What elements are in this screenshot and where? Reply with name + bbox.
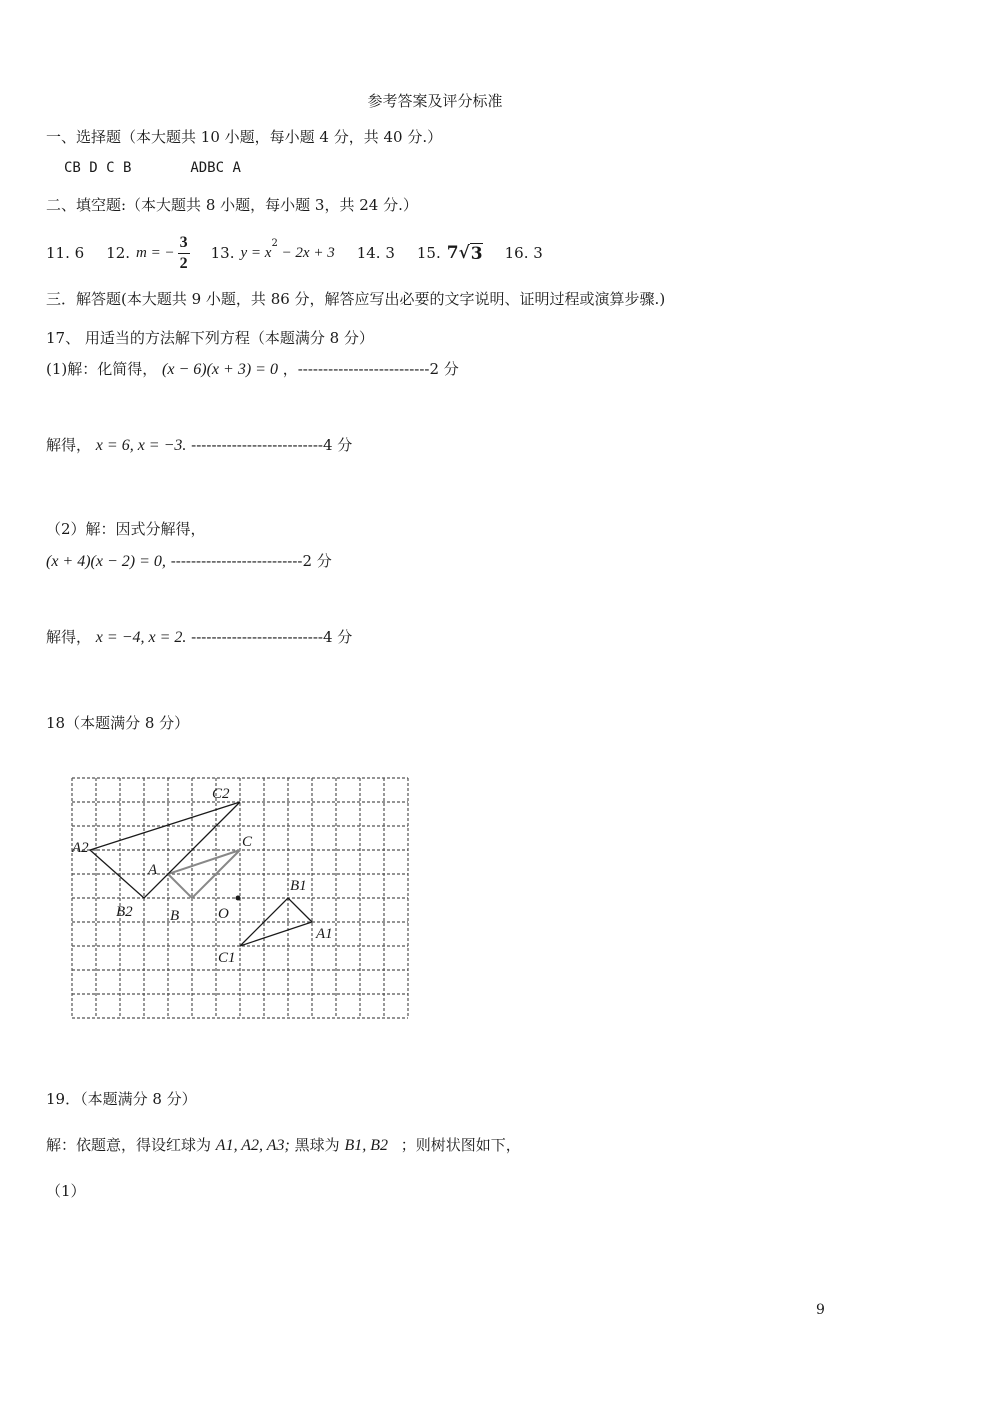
q17-part2-mark: --------------------------2 分 (170, 552, 332, 570)
section1-answers (64, 160, 241, 176)
section2-heading: 二、填空题:（本大题共 8 小题，每小题 3，共 24 分.） (46, 196, 418, 214)
q17-part1-equation: (x − 6)(x + 3) = 0 (162, 361, 278, 378)
label-C2: C2 (212, 786, 230, 802)
section3-heading: 三．解答题(本大题共 9 小题，共 86 分，解答应写出必要的文字说明、证明过程或演算步骤.) (46, 290, 666, 308)
q17-heading: 17、 用适当的方法解下列方程（本题满分 8 分） (46, 329, 374, 347)
answer-13-y: y (240, 244, 248, 261)
q17-part1-intro: (1)解：化简得， (46, 360, 158, 378)
answers-1-5: CB D C B (64, 160, 132, 176)
solution-label: 解得， (46, 436, 92, 454)
solution-value: x = 6, x = −3. (95, 437, 187, 454)
fill-blank-answers (46, 228, 543, 278)
section1-heading: 一、选择题（本大题共 10 小题，每小题 4 分，共 40 分.） (46, 128, 443, 146)
label-A: A (148, 862, 158, 878)
page-title: 参考答案及评分标准 (367, 92, 503, 110)
answers-6-10: ADBC A (190, 160, 241, 176)
q17-part1-mark: ，--------------------------2 分 (282, 360, 459, 378)
rotation-grid-diagram (70, 776, 412, 1022)
label-O: O (218, 906, 229, 922)
label-C1: C1 (218, 950, 236, 966)
label-C: C (242, 834, 253, 850)
q17-part2-solution (46, 626, 352, 647)
q17-part1-solution (46, 434, 352, 455)
q18-figure (70, 776, 412, 1022)
fraction-denominator: 2 (179, 254, 188, 272)
q19-part1: （1） (46, 1182, 86, 1200)
q19-black-balls: B1, B2 (344, 1137, 388, 1154)
q19-red-balls: A1, A2, A3; (215, 1137, 290, 1154)
q19-body-prefix: 解：依题意，得设红球为 (46, 1136, 212, 1154)
answer-15-coef: 7 (446, 243, 459, 263)
label-B: B (170, 908, 180, 924)
q17-part2-intro: （2）解：因式分解得， (46, 520, 206, 538)
solution-mark: --------------------------4 分 (191, 436, 353, 454)
label-B2: B2 (116, 904, 133, 920)
answer-13-label: 13. (210, 244, 235, 262)
solution-value: x = −4, x = 2. (95, 629, 187, 646)
q19-body-suffix: ；则树状图如下， (400, 1136, 521, 1154)
q17-part2 (46, 550, 332, 571)
answer-13-exponent: 2 (271, 238, 278, 249)
q19-body (46, 1134, 521, 1155)
label-B1: B1 (290, 878, 307, 894)
page-number: 9 (816, 1302, 825, 1318)
answer-13-eq: = (247, 244, 265, 261)
q17-part1 (46, 358, 459, 379)
answer-15-label: 15. (416, 244, 441, 262)
center-point-O (236, 896, 241, 901)
q19-heading: 19．（本题满分 8 分） (46, 1090, 197, 1108)
label-A2: A2 (72, 840, 89, 856)
label-A1: A1 (316, 926, 333, 942)
answer-12-fraction (178, 233, 190, 274)
q17-part2-equation: (x + 4)(x − 2) = 0, (46, 553, 166, 570)
answer-13-rest: − 2x + 3 (277, 244, 335, 261)
answer-12-label: 12. (106, 244, 131, 262)
q18-heading: 18（本题满分 8 分） (46, 714, 190, 732)
answer-16: 16. 3 (504, 244, 543, 262)
q19-body-mid: 黑球为 (294, 1136, 340, 1154)
fraction-numerator: 3 (178, 233, 190, 254)
triangle-A1B1C1 (240, 898, 312, 946)
answer-14: 14. 3 (356, 244, 395, 262)
solution-mark: --------------------------4 分 (191, 628, 353, 646)
answer-11: 11. 6 (46, 244, 85, 262)
answer-15-radicand: 3 (470, 243, 483, 264)
answer-13-x: x (264, 244, 272, 261)
solution-label: 解得， (46, 628, 92, 646)
answer-12-lhs: m = − (136, 244, 175, 261)
sqrt-icon: √ (458, 243, 470, 263)
